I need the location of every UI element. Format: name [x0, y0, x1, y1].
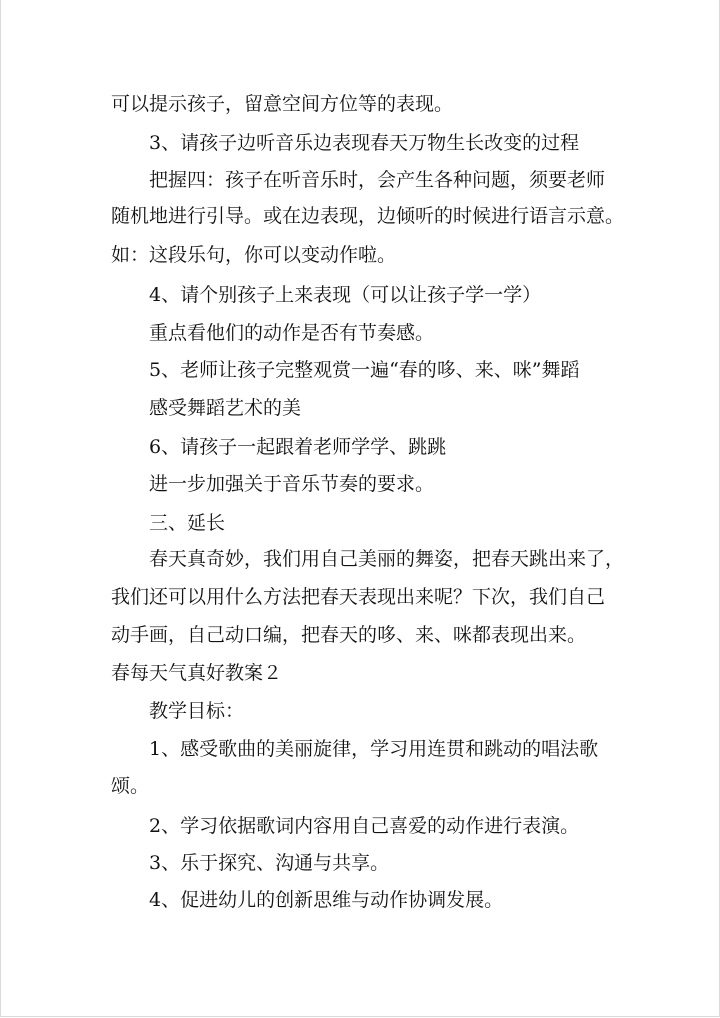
section-heading: 教学目标：: [149, 700, 245, 722]
text-line: 随机地进行引导。或在边表现，边倾听的时候进行语言示意。: [111, 205, 625, 227]
text-line: 进一步加强关于音乐节奏的要求。: [149, 473, 435, 495]
text-line: 3、请孩子边听音乐边表现春天万物生长改变的过程: [149, 132, 580, 154]
text-line: 6、请孩子一起跟着老师学学、跳跳: [149, 436, 447, 458]
text-line: 春天真奇妙，我们用自己美丽的舞姿，把春天跳出来了，: [149, 548, 625, 570]
text-line: 颂。: [111, 775, 150, 797]
text-line: 把握四：孩子在听音乐时，会产生各种问题，须要老师: [149, 169, 606, 191]
document-title: 春每天气真好教案２: [111, 662, 283, 684]
text-line: 如：这段乐句，你可以变动作啦。: [111, 244, 397, 266]
text-line: 可以提示孩子，留意空间方位等的表现。: [111, 93, 454, 115]
section-heading: 三、延长: [149, 512, 226, 534]
text-line: 2、学习依据歌词内容用自己喜爱的动作进行表演。: [149, 815, 580, 837]
text-line: 3、乐于探究、沟通与共享。: [149, 852, 390, 874]
text-line: 5、老师让孩子完整观赏一遍“春的哆、来、咪”舞蹈: [149, 359, 580, 381]
text-line: 感受舞蹈艺术的美: [149, 397, 302, 419]
text-line: 重点看他们的动作是否有节奏感。: [149, 322, 435, 344]
text-line: 4、请个别孩子上来表现（可以让孩子学一学）: [149, 284, 542, 306]
text-line: 我们还可以用什么方法把春天表现出来呢？下次，我们自己: [111, 586, 606, 608]
text-line: 4、促进幼儿的创新思维与动作协调发展。: [149, 889, 504, 911]
text-line: 1、感受歌曲的美丽旋律，学习用连贯和跳动的唱法歌: [149, 738, 599, 760]
text-line: 动手画，自己动口编，把春天的哆、来、咪都表现出来。: [111, 624, 587, 646]
